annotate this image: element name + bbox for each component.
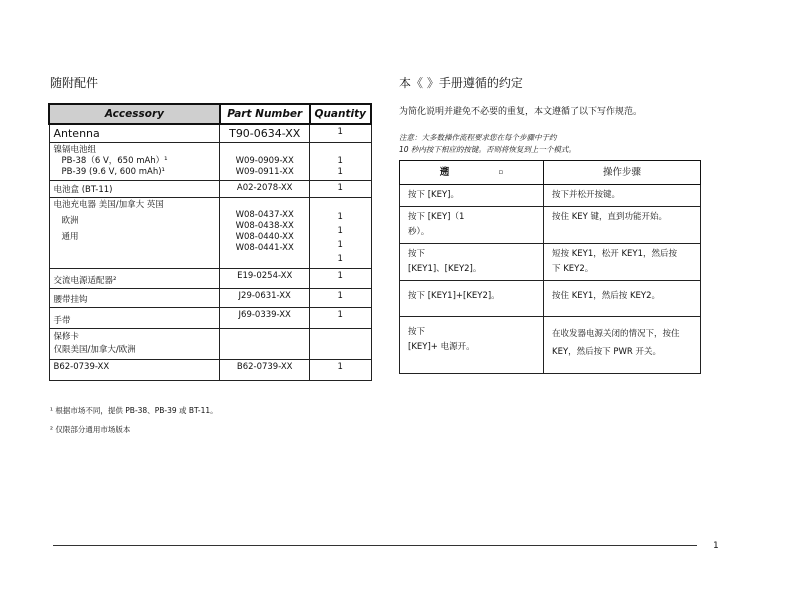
conventions-title: 本《 》手册遵循的约定 [399,76,523,90]
accessory-name: 交流电源适配器² [53,276,117,286]
quantity: 1 [337,167,343,177]
quantity: 1 [337,226,343,236]
part-number: J29-0631-XX [238,291,291,301]
quantity: 1 [337,183,343,193]
table-row [400,244,701,281]
table-row [49,198,371,269]
instruction: 按下 [KEY]。 [408,190,459,200]
instruction: [KEY]+ 电源开。 [408,342,475,352]
instruction: 秒）。 [408,227,430,237]
accessory-variant: 通用 [61,232,79,242]
footnote-1: ¹ 根据市场不同，提供 PB-38、PB-39 或 BT-11。 [50,406,218,415]
quantity: 1 [337,127,343,137]
quantity [314,145,366,156]
table-row [49,124,371,143]
part-number: E19-0254-XX [237,271,293,281]
accessory-name: 电池充电器 美国/加拿大 英国 [53,200,164,210]
part-number: W08-0438-XX [235,221,294,231]
note-line: 注意：大多数操作流程要求您在每个步骤中于约 [399,133,557,142]
part-number: T90-0634-XX [229,127,301,140]
footer-rule [53,545,697,546]
footnote-2: ² 仅限部分通用市场版本 [50,425,131,434]
quantity: 1 [337,240,343,250]
table-row [49,269,371,289]
table-row [400,207,701,244]
table-row [400,317,701,374]
table-row [400,185,701,207]
part-number: W08-0437-XX [235,210,294,220]
accessories-table [48,103,372,381]
accessory-name: 手带 [53,316,71,326]
header-instruction [400,161,544,185]
operation: 短按 KEY1，松开 KEY1，然后按 [552,249,677,259]
page-number: 1 [713,541,719,551]
part-number: J69-0339-XX [238,310,291,320]
instruction: 按下 [KEY]（1 [408,212,465,222]
operation: 按住 KEY 键，直到功能开始。 [552,212,668,222]
quantity: 1 [337,212,343,222]
operation: 按下并松开按键。 [552,190,621,200]
operations-table [399,160,701,374]
instruction: [KEY1]、[KEY2]。 [408,264,482,274]
table-row [49,308,371,329]
header-part-number: Part Number [220,104,310,124]
conventions-intro: 为简化说明并避免不必要的重复，本文遵循了以下写作规范。 [399,107,643,117]
note-line: 10 秒内按下相应的按键。否则将恢复到上一个模式。 [399,145,576,154]
operation: KEY，然后按下 PWR 开关。 [552,347,661,357]
quantity: 1 [337,271,343,281]
part-number: W08-0441-XX [235,243,294,253]
instruction: 按下 [408,249,426,259]
accessory-variant: PB-39 (9.6 V, 600 mAh)¹ [61,167,165,177]
accessory-name: Antenna [53,127,100,140]
header-quantity: Quantity [310,104,371,124]
accessory-name: 保修卡 [53,332,80,342]
header-mark: ▫ [498,168,504,176]
quantity: 1 [337,310,343,320]
accessory-name: 腰带挂钩 [53,295,88,305]
accessories-title: 随附配件 [50,76,99,90]
header-instruction-label: 遡 [439,167,450,178]
part-number: W08-0440-XX [235,232,294,242]
accessory-variant: 欧洲 [61,216,79,226]
instruction: 按下 [408,327,426,337]
operation: 按住 KEY1，然后按 KEY2。 [552,291,660,301]
header-operation: 操作步骤 [544,161,701,185]
table-row [49,329,371,360]
accessory-name: 镍镉电池组 [53,145,97,155]
quantity: 1 [337,254,343,264]
header-accessory: Accessory [49,104,220,124]
part-number [224,145,305,156]
part-number: B62-0739-XX [236,362,293,372]
quantity: 1 [337,291,343,301]
table-row [49,143,371,181]
accessory-variant: PB-38（6 V，650 mAh）¹ [61,156,168,166]
part-number: W09-0909-XX [235,156,294,166]
accessory-name: B62-0739-XX [53,362,110,372]
instruction: 按下 [KEY1]+[KEY2]。 [408,291,500,301]
table-row [400,281,701,317]
conventions-note [399,132,576,156]
table-row [49,181,371,198]
quantity: 1 [337,362,343,372]
table-row [49,360,371,381]
accessory-variant: 仅限美国/加拿大/欧洲 [53,345,136,355]
quantity: 1 [337,156,343,166]
part-number: W09-0911-XX [235,167,294,177]
operation: 下 KEY2。 [552,264,594,274]
table-row [49,289,371,308]
operation: 在收发器电源关闭的情况下，按住 [552,329,680,339]
accessory-name: 电池盒 (BT-11) [53,185,113,195]
part-number: A02-2078-XX [236,183,293,193]
